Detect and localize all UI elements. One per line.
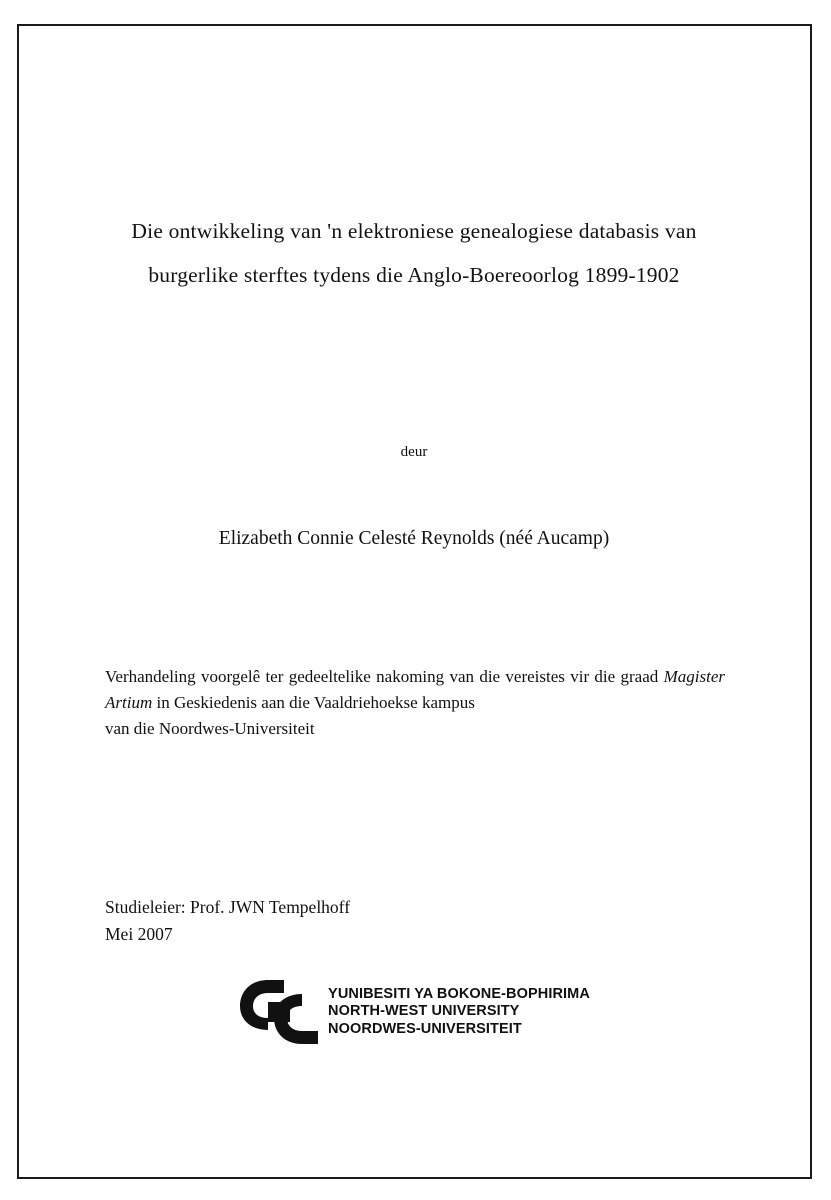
degree-text-part2: in Geskiedenis aan die Vaaldriehoekse kampus [152,693,475,712]
page-content [84,24,744,1179]
date-line: Mei 2007 [105,924,173,944]
logo-line-1: YUNIBESITI YA BOKONE-BOPHIRIMA [328,985,590,1002]
university-logo-text [328,986,590,1039]
page-title [94,209,734,297]
logo-line-3: NOORDWES-UNIVERSITEIT [328,1020,522,1037]
university-logo [84,976,744,1048]
nwu-logo-icon [238,976,320,1048]
supervisor-line: Studieleier: Prof. JWN Tempelhoff [105,897,351,917]
degree-text-part3: van die Noordwes-Universiteit [105,719,315,738]
degree-statement [105,664,725,742]
author-name: Elizabeth Connie Celesté Reynolds (néé Aucamp) [218,528,610,549]
degree-emphasis: Magister Artium [105,667,725,712]
title-line-1: Die ontwikkeling van 'n elektroniese genealogiese databasis van [131,219,697,243]
title-line-2: burgerlike sterftes tydens die Anglo-Boereoorlog 1899-1902 [148,263,680,287]
degree-statement-paragraph [105,664,725,716]
logo-line-2: NORTH-WEST UNIVERSITY [328,1003,520,1020]
degree-text-part1: Verhandeling voorgelê ter gedeeltelike nakoming van die vereistes vir die graad [105,667,664,686]
supervisor-and-date [105,894,350,948]
by-word: deur [400,444,428,460]
